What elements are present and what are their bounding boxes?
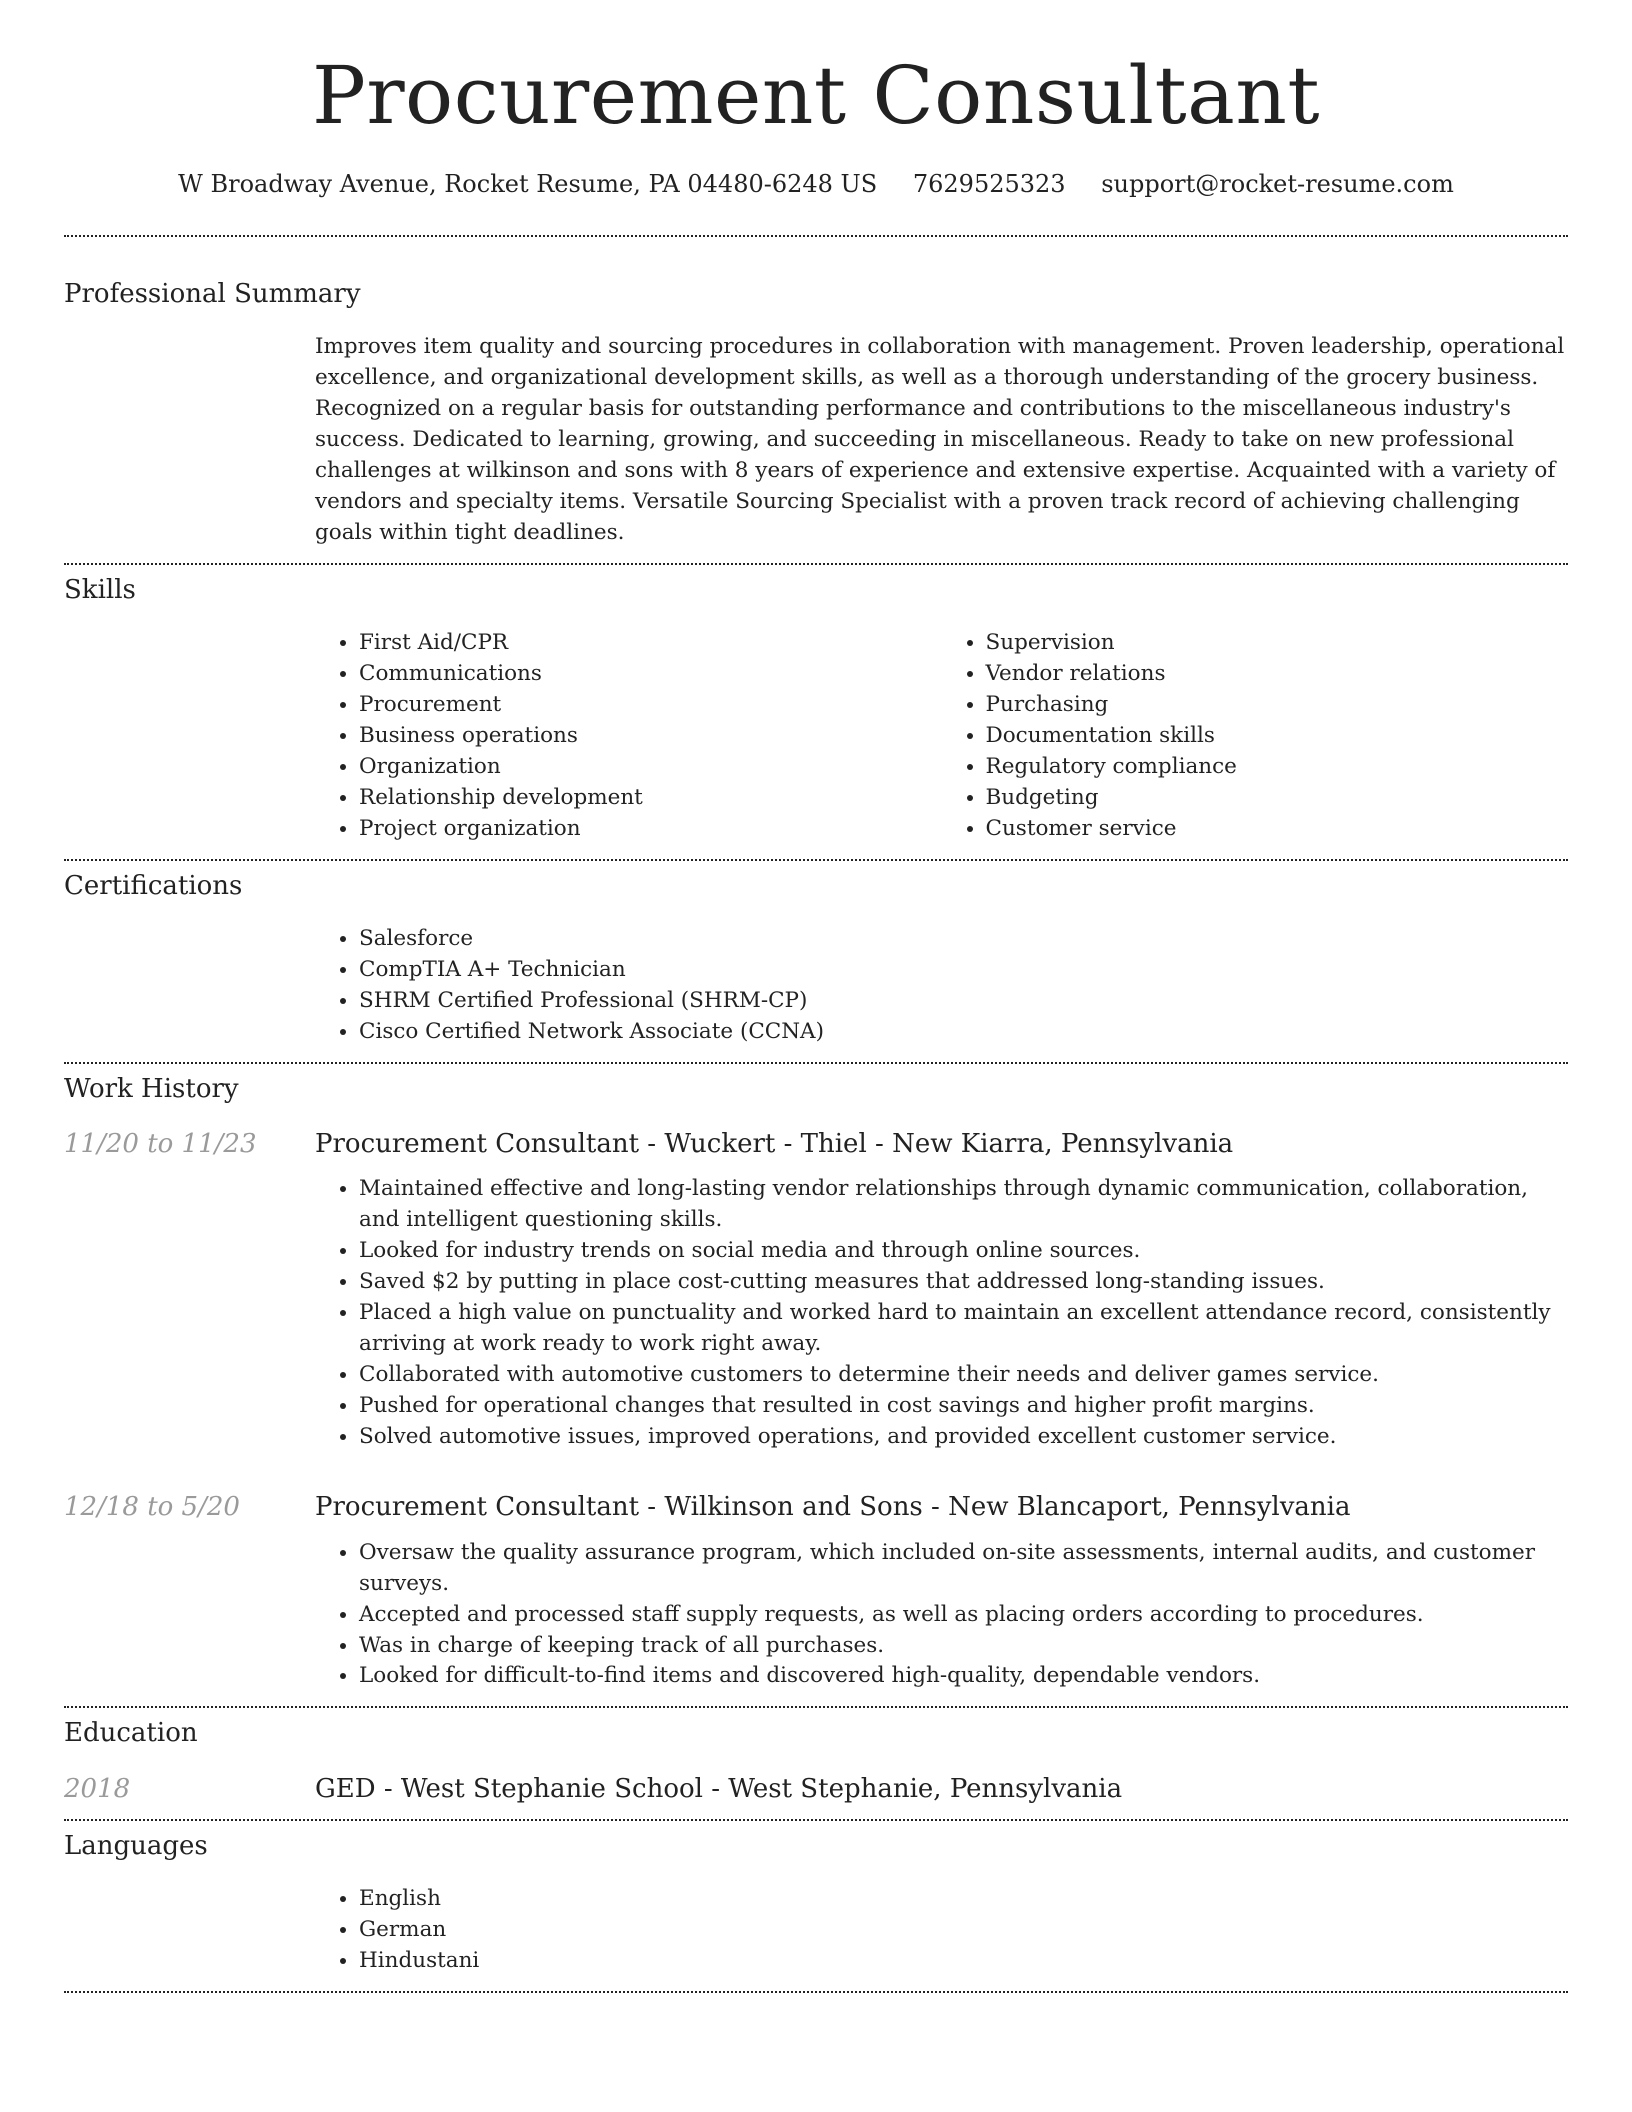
education-heading: GED - West Stephanie School - West Stephanie, Pennsylvania — [315, 1773, 1123, 1804]
list-item: • Vendor relations — [986, 659, 1569, 690]
section-title-education: Education — [64, 1718, 198, 1749]
list-item: • Documentation skills — [986, 721, 1569, 752]
list-item: • Budgeting — [986, 783, 1569, 814]
contact-line — [64, 170, 1568, 199]
certifications-section — [64, 861, 1568, 1048]
list-item: • Collaborated with automotive customers to determine their needs and deliver games service. — [359, 1360, 1568, 1391]
list-item: • Regulatory compliance — [986, 752, 1569, 783]
job-entry — [64, 1492, 1568, 1692]
job-heading: Procurement Consultant - Wilkinson and Sons - New Blancaport, Pennsylvania — [315, 1492, 1351, 1523]
list-item: • Organization — [359, 752, 942, 783]
section-title-work: Work History — [64, 1073, 239, 1104]
list-item: • Oversaw the quality assurance program, which included on-site assessments, internal audits, and customer surveys. — [359, 1538, 1568, 1600]
job-date: 12/18 to 5/20 — [64, 1492, 240, 1523]
list-item: • Relationship development — [359, 783, 942, 814]
list-item: • Pushed for operational changes that resulted in cost savings and higher profit margins. — [359, 1391, 1568, 1422]
list-item: • CompTIA A+ Technician — [359, 955, 1568, 986]
list-item: • Customer service — [986, 814, 1569, 845]
list-item: • Supervision — [986, 628, 1569, 659]
candidate-name: Procurement Consultant — [311, 49, 1321, 142]
list-item: • Hindustani — [359, 1946, 1568, 1977]
list-item: • Cisco Certified Network Associate (CCNA) — [359, 1017, 1568, 1048]
job-date: 11/20 to 11/23 — [64, 1128, 257, 1159]
list-item: • Saved $2 by putting in place cost-cutting measures that addressed long-standing issues. — [359, 1267, 1568, 1298]
summary-section — [64, 237, 1568, 549]
list-item: • Business operations — [359, 721, 942, 752]
education-date: 2018 — [64, 1773, 131, 1804]
section-title-languages: Languages — [64, 1830, 208, 1861]
summary-content — [315, 332, 1568, 549]
list-item: • Procurement — [359, 690, 942, 721]
list-item: • Looked for difficult-to-find items and discovered high-quality, dependable vendors. — [359, 1661, 1568, 1692]
email[interactable]: support@rocket-resume.com — [1101, 170, 1454, 198]
list-item: • Communications — [359, 659, 942, 690]
list-item: • English — [359, 1884, 1568, 1915]
list-item: • Accepted and processed staff supply requests, as well as placing orders according to procedures. — [359, 1600, 1568, 1631]
list-item: • Salesforce — [359, 924, 1568, 955]
resume-page — [64, 0, 1568, 1993]
job-content — [315, 1538, 1568, 1693]
job-bullets — [315, 1538, 1568, 1693]
job-entry — [64, 1129, 1568, 1453]
list-item: • Placed a high value on punctuality and worked hard to maintain an excellent attendance record, consistently arriving at work ready to work right away. — [359, 1298, 1568, 1360]
list-item: • Was in charge of keeping track of all purchases. — [359, 1631, 1568, 1662]
list-item: • Looked for industry trends on social media and through online sources. — [359, 1236, 1568, 1267]
job-heading: Procurement Consultant - Wuckert - Thiel - New Kiarra, Pennsylvania — [315, 1128, 1234, 1159]
education-entry — [64, 1774, 1568, 1805]
section-title-certifications: Certifications — [64, 870, 243, 901]
list-item: • Project organization — [359, 814, 942, 845]
job-bullets — [315, 1174, 1568, 1453]
list-item: • Solved automotive issues, improved operations, and provided excellent customer service. — [359, 1422, 1568, 1453]
languages-list — [315, 1884, 1568, 1977]
skills-list-left — [315, 628, 942, 845]
list-item: • German — [359, 1915, 1568, 1946]
list-item: • Maintained effective and long-lasting vendor relationships through dynamic communication, collaboration, and intelligent questioning skills. — [359, 1174, 1568, 1236]
skills-grid — [315, 628, 1568, 845]
languages-section — [64, 1821, 1568, 1977]
section-title-skills: Skills — [64, 574, 136, 605]
skills-list-right — [942, 628, 1569, 845]
work-section — [64, 1064, 1568, 1693]
skills-section — [64, 565, 1568, 845]
job-content — [315, 1174, 1568, 1453]
summary-text: Improves item quality and sourcing procedures in collaboration with management. Proven leadership, operational excellence, and organizational development skills, as well as a thorough understanding of the grocery business. Recognized on a regular basis for outstanding performance and contributions to the miscellaneous industry's success. Dedicated to learning, growing, and succeeding in miscellaneous. Ready to take on new professional challenges at wilkinson and sons with 8 years of experience and extensive expertise. Acquainted with a variety of vendors and specialty items. Versatile Sourcing Specialist with a proven track record of achieving challenging goals within tight deadlines. — [315, 333, 1565, 545]
certifications-list — [315, 924, 1568, 1048]
list-item: • Purchasing — [986, 690, 1569, 721]
certifications-content — [315, 924, 1568, 1048]
address: W Broadway Avenue, Rocket Resume, PA 04480-6248 US — [178, 170, 878, 198]
list-item: • First Aid/CPR — [359, 628, 942, 659]
list-item: • SHRM Certified Professional (SHRM-CP) — [359, 986, 1568, 1017]
languages-content — [315, 1884, 1568, 1977]
phone: 7629525323 — [912, 170, 1066, 198]
education-section — [64, 1708, 1568, 1804]
divider — [64, 1991, 1568, 1993]
section-title-summary: Professional Summary — [64, 278, 361, 309]
